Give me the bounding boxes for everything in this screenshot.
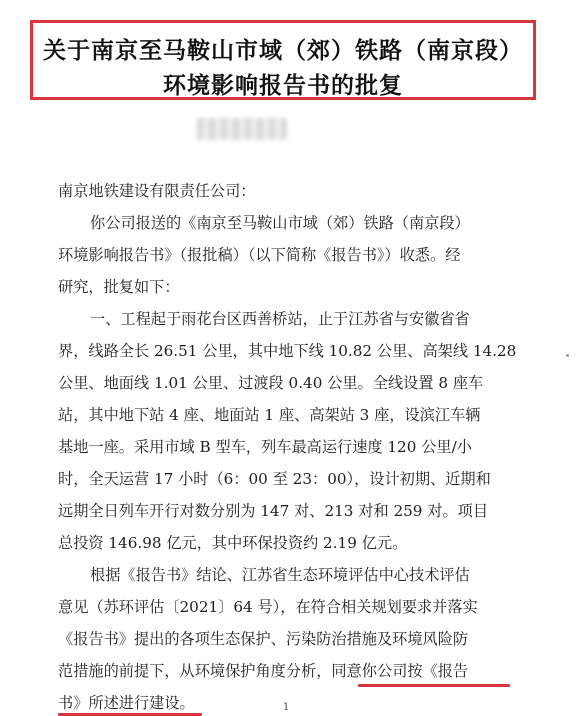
margin-dot — [566, 354, 569, 357]
body-line: 时，全天运营 17 小时（6：00 至 23：00），设计初期、近期和 — [58, 470, 491, 488]
body-line: 研究，批复如下： — [58, 278, 180, 296]
body-line: 范措施的前提下，从环境保护角度分析，同意你公司按《报告 — [58, 662, 469, 680]
body-line: 你公司报送的《南京至马鞍山市域（郊）铁路（南京段） — [90, 214, 470, 232]
body-line: 基地一座。采用市域 B 型车，列车最高运行速度 120 公里/小 — [58, 438, 472, 456]
body-line: 站，其中地下站 4 座、地面站 1 座、高架站 3 座，设滨江车辆 — [58, 406, 481, 424]
title-highlight-box — [30, 20, 536, 100]
body-line: 意见（苏环评估〔2021〕64 号），在符合相关规划要求并落实 — [58, 598, 478, 616]
body-line: 界，线路全长 26.51 公里，其中地下线 10.82 公里、高架线 14.28 — [58, 342, 517, 360]
document-title-line-2: 环境影响报告书的批复 — [163, 73, 403, 99]
page-number: 1 — [283, 702, 290, 713]
addressee: 南京地铁建设有限责任公司： — [58, 182, 256, 200]
redacted-document-number — [197, 118, 287, 140]
body-line: 根据《报告书》结论、江苏省生态环境评估中心技术评估 — [90, 566, 470, 584]
body-line: 远期全日列车开行对数分别为 147 对、213 对和 259 对。项目 — [58, 502, 489, 520]
body-line: 一、工程起于雨花台区西善桥站，止于江苏省与安徽省省 — [90, 310, 470, 328]
body-line: 总投资 146.98 亿元，其中环保投资约 2.19 亿元。 — [58, 534, 408, 552]
red-underline-mark — [358, 684, 510, 687]
body-line: 公里、地面线 1.01 公里、过渡段 0.40 公里。全线设置 8 座车 — [58, 374, 484, 392]
body-line: 环境影响报告书》（报批稿）（以下简称《报告书》）收悉。经 — [58, 246, 461, 264]
body-line: 书》所述进行建设。 — [58, 694, 195, 712]
body-line: 《报告书》提出的各项生态保护、污染防治措施及环境风险防 — [58, 630, 469, 648]
document-title-line-1: 关于南京至马鞍山市域（郊）铁路（南京段） — [43, 38, 523, 64]
